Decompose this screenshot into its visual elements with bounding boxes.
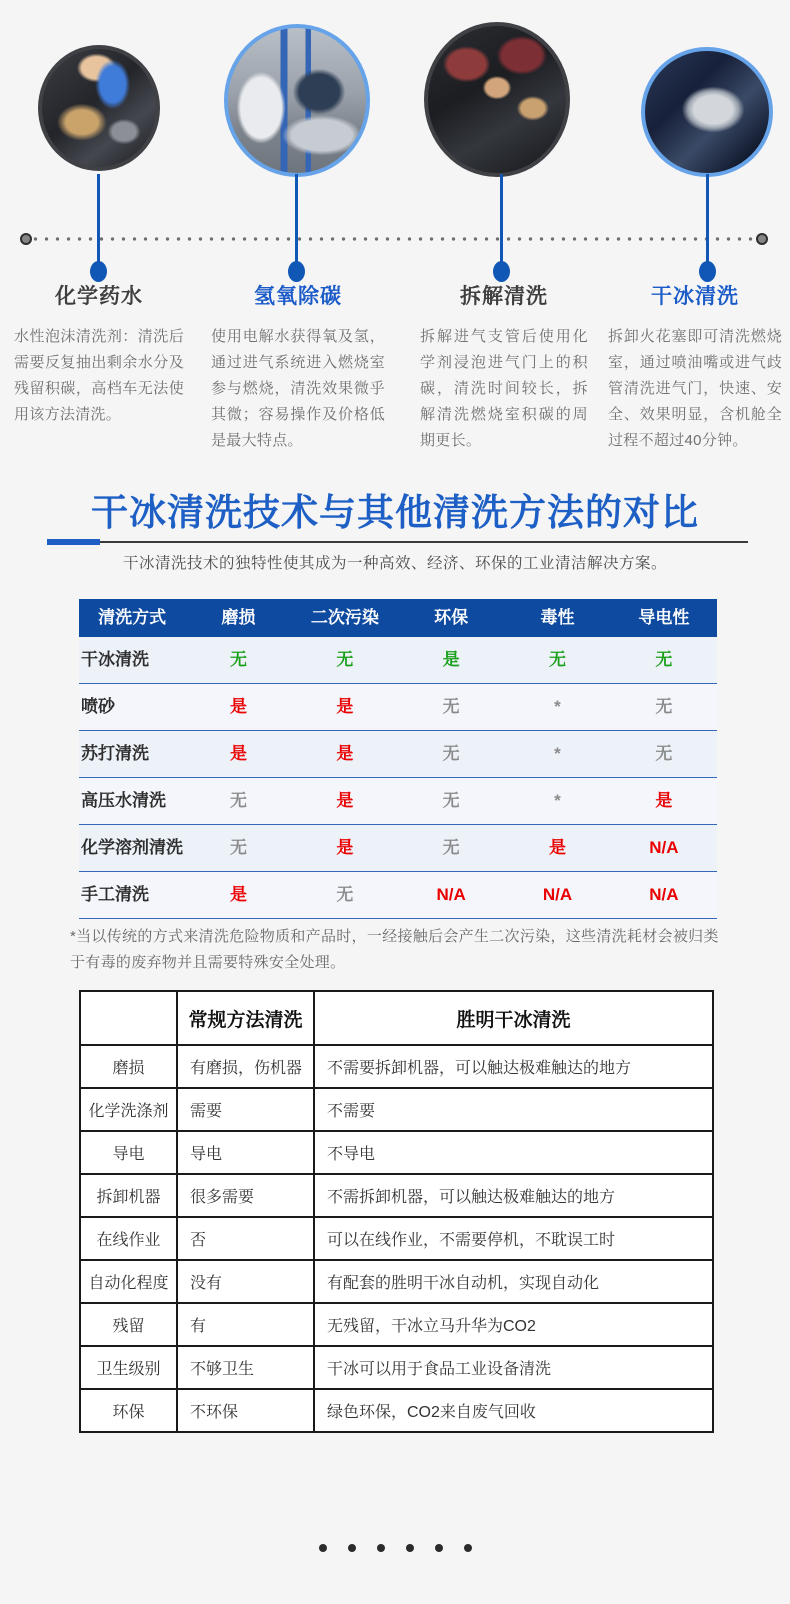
matrix-row (79, 684, 717, 731)
engine-disassembly-photo (424, 22, 570, 177)
pager-dot[interactable] (435, 1544, 443, 1552)
vs-row-label: 自动化程度 (80, 1260, 177, 1303)
method-column-hydroxide (211, 280, 385, 454)
vs-cell: 有磨损，伤机器 (177, 1045, 314, 1088)
vs-row (80, 1303, 713, 1346)
matrix-header-cell: 导电性 (638, 608, 690, 627)
method-column-disassembly (420, 280, 588, 454)
timeline-node-dot (699, 261, 716, 282)
matrix-row-label: 苏打清洗 (81, 744, 149, 763)
dry-ice-engine-photo (641, 47, 773, 177)
vs-cell: 干冰可以用于食品工业设备清洗 (314, 1346, 713, 1389)
timeline-end-dot-right (756, 233, 768, 245)
timeline-node-dot (90, 261, 107, 282)
vs-cell: 否 (177, 1217, 314, 1260)
vs-row-label: 导电 (80, 1131, 177, 1174)
matrix-value: 是 (229, 885, 247, 904)
matrix-value: 无 (229, 791, 247, 810)
matrix-value: N/A (436, 885, 466, 904)
method-description: 拆解进气支管后使用化学剂浸泡进气门上的积碳，清洗时间较长，拆解清洗燃烧室积碳的周期更长。 (420, 328, 588, 449)
matrix-value: 无 (442, 697, 460, 716)
matrix-value: 无 (229, 838, 247, 857)
vs-cell: 不导电 (314, 1131, 713, 1174)
matrix-value: 是 (229, 697, 247, 716)
matrix-header-row (79, 599, 717, 637)
matrix-value: 是 (336, 744, 354, 763)
carousel-pager (0, 1544, 790, 1552)
matrix-row-label: 手工清洗 (81, 885, 149, 904)
vs-cell: 不需要 (314, 1088, 713, 1131)
vs-cell: 有配套的胜明干冰自动机，实现自动化 (314, 1260, 713, 1303)
matrix-row-label: 喷砂 (81, 697, 115, 716)
matrix-row-label: 干冰清洗 (81, 650, 149, 669)
matrix-header-cell: 环保 (434, 608, 469, 627)
vs-row-label: 化学洗涤剂 (80, 1088, 177, 1131)
vs-row (80, 1346, 713, 1389)
vs-row (80, 1217, 713, 1260)
vs-cell: 很多需要 (177, 1174, 314, 1217)
vs-cell: 可以在线作业，不需要停机，不耽误工时 (314, 1217, 713, 1260)
section-subtitle: 干冰清洗技术的独特性使其成为一种高效、经济、环保的工业清洁解决方案。 (122, 555, 667, 572)
matrix-row (79, 731, 717, 778)
matrix-row (79, 637, 717, 684)
timeline-connector (97, 174, 100, 264)
matrix-row (79, 872, 717, 919)
vs-cell: 需要 (177, 1088, 314, 1131)
vs-header-cell (80, 991, 177, 1045)
matrix-value: N/A (542, 885, 573, 904)
timeline-node-dot (288, 261, 305, 282)
method-description: 使用电解水获得氧及氢，通过进气系统进入燃烧室参与燃烧，清洗效果微乎其微；容易操作及价格低是最大特点。 (211, 328, 385, 449)
vs-row-label: 在线作业 (80, 1217, 177, 1260)
vs-comparison-table (79, 990, 714, 1433)
comparison-matrix-table (79, 599, 717, 919)
pager-dot[interactable] (406, 1544, 414, 1552)
matrix-value: * (554, 744, 561, 763)
matrix-value: N/A (649, 838, 679, 857)
pager-dot[interactable] (464, 1544, 472, 1552)
method-column-chemical (14, 280, 184, 428)
matrix-row (79, 778, 717, 825)
matrix-row (79, 825, 717, 872)
matrix-value: 无 (442, 838, 460, 857)
vs-cell: 导电 (177, 1131, 314, 1174)
workshop-machine-photo (224, 24, 370, 177)
vs-header-cell: 常规方法清洗 (177, 991, 314, 1045)
vs-cell: 不够卫生 (177, 1346, 314, 1389)
vs-row (80, 1131, 713, 1174)
vs-cell: 不环保 (177, 1389, 314, 1432)
matrix-value: 无 (655, 744, 673, 763)
vs-row-label: 残留 (80, 1303, 177, 1346)
matrix-header-cell: 毒性 (540, 608, 575, 627)
vs-row-label: 环保 (80, 1389, 177, 1432)
pager-dot[interactable] (377, 1544, 385, 1552)
matrix-value: 是 (442, 650, 460, 669)
vs-row-label: 磨损 (80, 1045, 177, 1088)
matrix-value: N/A (649, 885, 679, 904)
title-accent-bar (47, 539, 100, 545)
vs-row (80, 1045, 713, 1088)
timeline-node-dot (493, 261, 510, 282)
pager-dot[interactable] (348, 1544, 356, 1552)
method-description: 拆卸火花塞即可清洗燃烧室，通过喷油嘴或进气歧管清洗进气门，快速、安全、效果明显，含机舱全过程不超过40分钟。 (608, 328, 782, 449)
method-title: 干冰清洗 (651, 285, 739, 308)
section-title: 干冰清洗技术与其他清洗方法的对比 (91, 492, 699, 533)
method-title: 拆解清洗 (460, 285, 548, 308)
method-title: 氢氧除碳 (254, 285, 342, 308)
timeline-dotted-line (30, 237, 758, 241)
matrix-value: 是 (336, 838, 354, 857)
matrix-value: 是 (229, 744, 247, 763)
matrix-value: 无 (655, 697, 673, 716)
matrix-value: * (554, 697, 561, 716)
timeline-connector (706, 174, 709, 264)
timeline-end-dot-left (20, 233, 32, 245)
vs-row (80, 1174, 713, 1217)
matrix-value: 是 (548, 838, 566, 857)
vs-row-label: 卫生级别 (80, 1346, 177, 1389)
vs-header-row (80, 991, 713, 1045)
matrix-value: 无 (229, 650, 247, 669)
matrix-row-label: 化学溶剂清洗 (81, 838, 183, 857)
matrix-value: 是 (655, 791, 673, 810)
matrix-header-cell: 磨损 (221, 608, 256, 627)
vs-cell: 不需要拆卸机器，可以触达极难触达的地方 (314, 1045, 713, 1088)
vs-cell: 无残留，干冰立马升华为CO2 (314, 1303, 713, 1346)
footnote: *当以传统的方式来清洗危险物质和产品时，一经接触后会产生二次污染，这些清洗耗材会被归类于有毒的废弃物并且需要特殊安全处理。 (70, 928, 719, 972)
matrix-value: * (554, 791, 561, 810)
vs-cell: 有 (177, 1303, 314, 1346)
title-rule (100, 541, 748, 543)
method-column-dry-ice (608, 280, 782, 454)
matrix-header-cell: 清洗方式 (98, 608, 167, 627)
matrix-value: 无 (336, 650, 354, 669)
method-title: 化学药水 (55, 285, 143, 308)
engine-spray-cleaning-photo (38, 45, 160, 171)
matrix-value: 无 (442, 744, 460, 763)
matrix-value: 是 (336, 791, 354, 810)
vs-header-cell: 胜明干冰清洗 (314, 991, 713, 1045)
vs-row-label: 拆卸机器 (80, 1174, 177, 1217)
timeline-connector (295, 174, 298, 264)
vs-row (80, 1088, 713, 1131)
vs-row (80, 1389, 713, 1432)
matrix-value: 无 (655, 650, 673, 669)
matrix-value: 无 (336, 885, 354, 904)
vs-cell: 没有 (177, 1260, 314, 1303)
matrix-value: 无 (442, 791, 460, 810)
timeline-connector (500, 174, 503, 264)
method-description: 水性泡沫清洗剂：清洗后需要反复抽出剩余水分及残留积碳，高档车无法使用该方法清洗。 (14, 328, 184, 423)
matrix-value: 无 (548, 650, 566, 669)
pager-dot[interactable] (319, 1544, 327, 1552)
matrix-row-label: 高压水清洗 (81, 791, 166, 810)
matrix-header-cell: 二次污染 (310, 608, 379, 627)
matrix-value: 是 (336, 697, 354, 716)
vs-cell: 不需拆卸机器，可以触达极难触达的地方 (314, 1174, 713, 1217)
vs-cell: 绿色环保，CO2来自废气回收 (314, 1389, 713, 1432)
vs-row (80, 1260, 713, 1303)
